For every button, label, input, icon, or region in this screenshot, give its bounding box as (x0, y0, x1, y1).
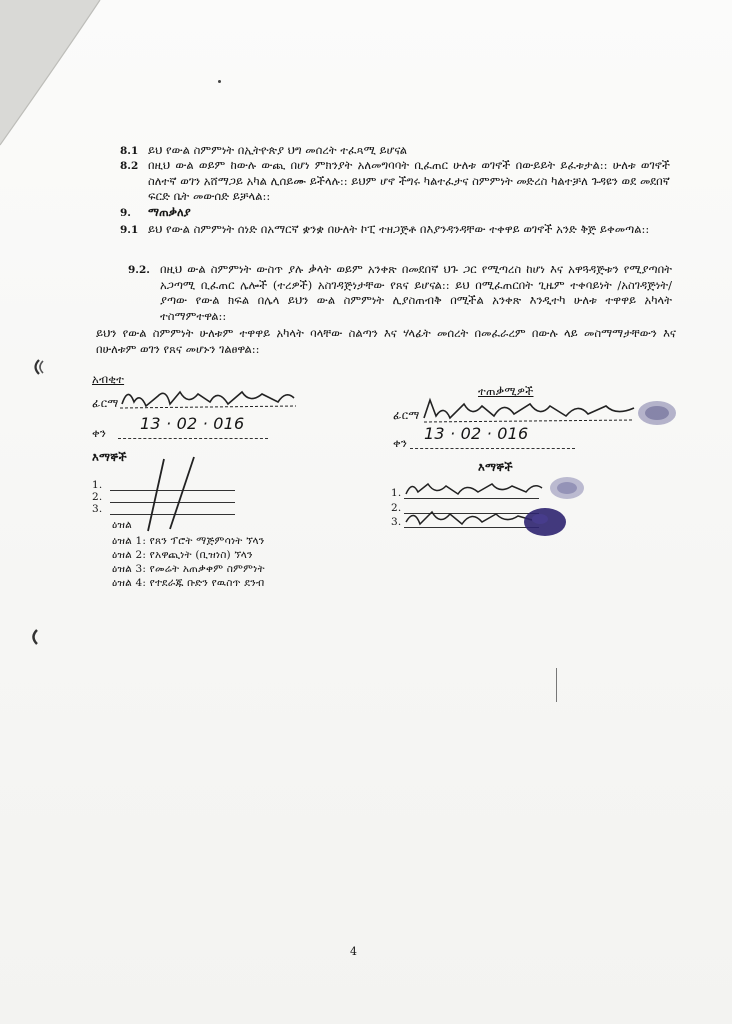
left-date-label: ቀን (92, 426, 107, 440)
section-heading: ማጠቃለያ (148, 205, 191, 219)
right-signature-handwriting (420, 394, 640, 426)
clause-number: 9.1 (120, 224, 139, 236)
left-witnesses-title: እማኞች (92, 450, 127, 464)
fingerprint-stamp (548, 474, 586, 502)
closing-statement: ይህን የውል ስምምነት ሁለቱም ተዋዋይ አካላት ባላቸው ስልጣን እና ሃላፊት መሰረት በመፈራረም በውሉ ላይ መስማማታቸውን እና በሁለቱም ወገን የጸና መሆኑን ገልፀዋል:: (96, 326, 676, 356)
punch-hole-bottom (28, 628, 42, 646)
section-number: 9. (120, 207, 131, 219)
clause-number: 8.1 (120, 145, 139, 157)
attachment-item: ዕዝል 2: የአዋጪነት (ቢዝነስ) ኘላን (112, 549, 253, 561)
speck (218, 80, 221, 83)
witness-number: 2. (391, 502, 402, 514)
right-witnesses-title: እማኞች (478, 460, 513, 474)
attachment-item: ዕዝል 1: የጸን ፕሮት ማጅምሳነት ኘላን (112, 535, 265, 547)
clause-text: በዚህ ውል ወይም ከውሉ ውጪ በሆነ ምክንያት አለመግባባት ቢፈጠር ሁለቱ ወገኖች በውይይት ይፈቱታል:: ሁለቱ ወገኖች ስለተኛ ወገን አሸማጋይ አካል ሊሰይሙ ይችላሉ:: ይህም ሆኖ ችግሩ ካልተፈታና ስምምነት መድረስ ካልተቻለ ጉዳዩን ወደ መደበኛ ፍርድ ቤት መውሰድ ይቻላል:: (148, 158, 670, 203)
punch-hole-top (30, 358, 44, 376)
clause-number: 9.2. (128, 264, 150, 276)
witness-number: 1. (391, 487, 402, 499)
attachment-item: ዕዝል 4: የተደራጁ ቡድን የዉስጥ ደንብ (112, 577, 265, 589)
clause-text: በዚህ ውል ስምምነት ውስጥ ያሉ ቃላት ወይም አንቀጽ በመደበኛ ህጉ ጋር የሚጣረስ ከሆነ እና አዋጓዳጅቱን የሚያጣበት አጋጣሚ ቢፈጠር ሌሎች (ተረዎች) አስገዳጅነታቸው የጸና ይሆናል:: ይህ በሚፈጠርበት ጊዜም ተቀባይነት /አስገዳጅነት/ ያጣው የውል ክፍል በሌላ ይህን ውል ስምምነት ሊያስጠብቅ በሚችል አንቀጽ እንዲተካ ሁለቱ ተዋዋይ አካላት ተስማምተዋል:: (160, 262, 672, 323)
witness-number: 3. (391, 516, 402, 528)
right-party-title: ተጠቃሚዎች (478, 384, 534, 398)
witness-signature-1 (404, 476, 544, 500)
attachments-title: ዕዝል (112, 519, 132, 531)
witness-signature-3 (404, 506, 534, 530)
right-date-label: ቀን (393, 436, 408, 450)
left-date-value: 13 · 02 · 016 (140, 414, 245, 433)
clause-number: 8.2 (120, 160, 139, 172)
fingerprint-stamp (636, 398, 678, 428)
clause-text: ይህ የውል ስምምነት በኢትዮጵያ ህግ መሰረት ተፈጻሚ ይሆናል (148, 143, 408, 157)
left-party-title: አብቂተ (92, 372, 125, 386)
witness-number: 3. (92, 503, 103, 515)
page-number: 4 (350, 945, 357, 958)
left-sign-label: ፊርማ (92, 396, 119, 410)
left-signature-handwriting (118, 384, 298, 414)
cross-out-strokes (130, 455, 210, 535)
clause-text: ይህ የውል ስምምነት ሰነድ በአማርኛ ቋንቋ በሁለት ኮፒ ተዘጋጅቶ በእያንዳንዳቸው ተቀዋይ ወገኖች አንድ ቅጅ ይቀመጣል:: (148, 222, 650, 236)
attachment-item: ዕዝል 3: የመሬት አጠቃቀም ስምምነት (112, 563, 265, 575)
folded-corner (0, 0, 120, 160)
ink-stamp (522, 506, 568, 538)
pen-mark (556, 668, 557, 702)
witness-number: 1. (92, 479, 103, 491)
witness-number: 2. (92, 491, 103, 503)
right-sign-label: ፊርማ (393, 408, 420, 422)
right-date-value: 13 · 02 · 016 (424, 424, 529, 443)
